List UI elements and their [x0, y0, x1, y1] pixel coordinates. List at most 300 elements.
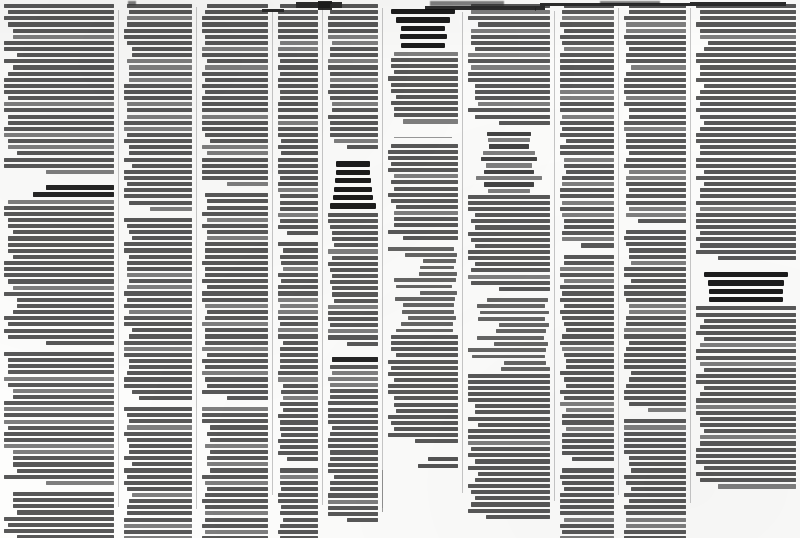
paragraph-line	[278, 439, 318, 443]
paragraph-line	[202, 475, 268, 479]
paragraph-line	[207, 487, 268, 491]
paragraph-line	[4, 212, 114, 216]
paragraph-line	[202, 347, 268, 351]
paragraph-line	[328, 35, 378, 39]
paragraph-line	[478, 423, 550, 427]
paragraph-line	[124, 347, 192, 351]
paragraph-line	[330, 84, 378, 88]
paragraph-line	[8, 139, 114, 143]
paragraph-line	[280, 524, 318, 528]
paragraph-line	[624, 530, 686, 534]
paragraph-line	[560, 475, 614, 479]
paragraph-line	[718, 256, 796, 260]
paragraph-line	[631, 487, 686, 491]
paragraph-line	[624, 493, 686, 497]
paragraph-line	[202, 407, 268, 411]
paragraph-line	[328, 438, 378, 442]
paragraph-line	[46, 170, 114, 174]
paragraph-line	[564, 164, 614, 168]
paragraph-line	[205, 193, 268, 197]
paragraph-line	[202, 108, 268, 112]
headline-line	[336, 161, 370, 166]
paragraph-line	[624, 236, 686, 240]
paragraph-line	[330, 487, 378, 491]
paragraph-line	[347, 518, 378, 522]
paragraph-line	[124, 127, 192, 131]
paragraph-line	[202, 145, 268, 149]
paragraph-line	[468, 509, 550, 513]
paragraph-line	[124, 481, 192, 485]
paragraph-line	[629, 170, 686, 174]
headline-line	[401, 43, 445, 48]
paragraph-line	[696, 356, 796, 360]
paragraph-line	[704, 386, 796, 390]
paragraph-line	[13, 310, 114, 314]
paragraph-line	[700, 362, 796, 366]
paragraph-line	[124, 322, 192, 326]
paragraph-line	[124, 170, 192, 174]
paragraph-line	[696, 59, 796, 63]
paragraph-line	[388, 360, 458, 364]
paragraph-line	[564, 304, 614, 308]
paragraph-line	[207, 285, 268, 289]
paragraph-line	[624, 444, 686, 448]
paragraph-line	[332, 256, 378, 260]
paragraph-line	[626, 481, 686, 485]
paragraph-line	[704, 170, 796, 174]
paragraph-line	[278, 121, 318, 125]
paragraph-line	[560, 102, 614, 106]
paragraph-line	[562, 182, 614, 186]
paragraph-line	[624, 102, 686, 106]
paragraph-line	[391, 421, 458, 425]
paragraph-line	[624, 450, 686, 454]
paragraph-line	[562, 439, 614, 443]
paragraph-line	[129, 230, 192, 234]
paragraph-line	[124, 384, 192, 388]
paragraph-line	[696, 22, 796, 26]
name-entry	[481, 157, 536, 161]
paragraph-line	[626, 524, 686, 528]
paragraph-line	[564, 396, 614, 400]
paragraph-line	[202, 359, 268, 363]
column-divider-6	[462, 12, 463, 493]
paragraph-line	[202, 121, 268, 125]
paragraph-line	[202, 16, 268, 20]
paragraph-line	[328, 493, 378, 497]
numeric-entry	[477, 336, 544, 340]
paragraph-line	[626, 22, 686, 26]
numeric-entry	[501, 367, 549, 371]
paragraph-line	[127, 16, 192, 20]
paragraph-line	[700, 29, 796, 33]
paragraph-line	[124, 456, 192, 460]
paragraph-line	[394, 187, 458, 191]
paragraph-block	[4, 352, 114, 492]
paragraph-block	[624, 4, 686, 230]
paragraph-line	[696, 53, 796, 57]
numeric-entry	[402, 310, 454, 314]
paragraph-line	[388, 433, 458, 437]
numeric-entry	[420, 291, 457, 295]
headline-line	[400, 34, 447, 39]
paragraph-line	[202, 413, 268, 417]
paragraph-gap	[328, 348, 378, 353]
paragraph-line	[132, 328, 192, 332]
paragraph-line	[330, 121, 378, 125]
paragraph-gap	[328, 151, 378, 156]
paragraph-line	[631, 279, 686, 283]
paragraph-line	[700, 478, 796, 482]
paragraph-line	[560, 493, 614, 497]
paragraph-line	[704, 368, 796, 372]
paragraph-line	[280, 365, 318, 369]
paragraph-line	[700, 16, 796, 20]
paragraph-line	[4, 420, 114, 424]
paragraph-line	[278, 29, 318, 33]
paragraph-line	[475, 459, 550, 463]
paragraph-line	[207, 59, 268, 63]
paragraph-line	[564, 219, 614, 223]
paragraph-line	[394, 217, 458, 221]
paragraph-line	[124, 96, 192, 100]
paragraph-line	[396, 95, 458, 99]
paragraph-line	[127, 505, 192, 509]
paragraph-line	[202, 29, 268, 33]
paragraph-line	[124, 316, 192, 320]
paragraph-line	[471, 41, 550, 45]
paragraph-line	[328, 262, 378, 266]
paragraph-line	[13, 389, 114, 393]
paragraph-line	[471, 65, 550, 69]
paragraph-line	[624, 359, 686, 363]
paragraph-line	[471, 281, 550, 285]
paragraph-line	[8, 523, 114, 527]
paragraph-line	[566, 328, 614, 332]
paragraph-line	[330, 72, 378, 76]
paragraph-line	[4, 352, 114, 356]
paragraph-line	[629, 462, 686, 466]
paragraph-line	[626, 41, 686, 45]
paragraph-line	[328, 249, 378, 253]
column-divider-tail	[382, 470, 383, 512]
paragraph-block	[278, 468, 318, 538]
paragraph-line	[4, 407, 114, 411]
paragraph-line	[478, 472, 550, 476]
paragraph-line	[8, 200, 114, 204]
paragraph-line	[13, 450, 114, 454]
paragraph-line	[205, 334, 268, 338]
paragraph-line	[696, 201, 796, 205]
paragraph-gap	[696, 491, 796, 496]
paragraph-line	[280, 90, 318, 94]
paragraph-line	[471, 10, 550, 14]
paragraph-block	[560, 4, 614, 255]
paragraph-line	[468, 398, 550, 402]
paragraph-line	[207, 199, 268, 203]
paragraph-line	[475, 47, 550, 51]
paragraph-line	[704, 121, 796, 125]
paragraph-line	[13, 230, 114, 234]
paragraph-line	[388, 156, 458, 160]
paragraph-line	[562, 237, 614, 241]
paragraph-line	[629, 115, 686, 119]
paragraph-line	[13, 462, 114, 466]
paragraph-line	[278, 242, 318, 246]
paragraph-line	[202, 84, 268, 88]
paragraph-line	[4, 444, 114, 448]
headline-line	[333, 195, 374, 200]
paragraph-line	[566, 408, 614, 412]
paragraph-line	[560, 90, 614, 94]
paragraph-line	[696, 78, 796, 82]
paragraph-line	[330, 10, 378, 14]
paragraph-line	[129, 419, 192, 423]
paragraph-line	[626, 230, 686, 234]
paragraph-line	[205, 328, 268, 332]
name-entry	[488, 138, 530, 142]
paragraph-line	[17, 304, 114, 308]
paragraph-line	[127, 475, 192, 479]
paragraph-line	[205, 341, 268, 345]
paragraph-line	[129, 365, 192, 369]
paragraph-line	[8, 10, 114, 14]
numeric-entry	[499, 323, 548, 327]
numeric-entry	[403, 303, 453, 307]
paragraph-line	[560, 121, 614, 125]
paragraph-line	[127, 4, 192, 8]
paragraph-line	[205, 511, 268, 515]
headline-line	[391, 9, 454, 14]
paragraph-line	[205, 365, 268, 369]
paragraph-line	[696, 331, 796, 335]
paragraph-line	[626, 316, 686, 320]
paragraph-line	[8, 364, 114, 368]
paragraph-line	[8, 72, 114, 76]
paragraph-line	[4, 377, 114, 381]
headline-line	[335, 178, 371, 183]
paragraph-line	[388, 384, 458, 388]
column-5	[328, 4, 378, 529]
paragraph-line	[330, 127, 378, 131]
numeric-entry	[480, 311, 549, 315]
paragraph-line	[281, 139, 318, 143]
paragraph-line	[124, 29, 192, 33]
paragraph-line	[468, 53, 550, 57]
paragraph-line	[207, 462, 268, 466]
paragraph-line	[624, 291, 686, 295]
paragraph-line	[626, 158, 686, 162]
name-list-block	[468, 132, 550, 193]
paragraph-line	[8, 243, 114, 247]
paragraph-line	[278, 47, 318, 51]
paragraph-line	[205, 377, 268, 381]
paragraph-line	[468, 232, 550, 236]
paragraph-line	[227, 182, 268, 186]
paragraph-line	[207, 456, 268, 460]
paragraph-line	[129, 444, 192, 448]
paragraph-line	[626, 347, 686, 351]
paragraph-line	[127, 438, 192, 442]
headline-line	[709, 297, 784, 302]
paragraph-line	[207, 151, 268, 155]
paragraph-line	[560, 53, 614, 57]
paragraph-line	[205, 248, 268, 252]
paragraph-line	[132, 53, 192, 57]
paragraph-line	[391, 144, 458, 148]
paragraph-line	[564, 279, 614, 283]
paragraph-line	[562, 451, 614, 455]
paragraph-line	[696, 398, 796, 402]
paragraph-line	[280, 481, 318, 485]
paragraph-line	[202, 102, 268, 106]
paragraph-line	[127, 413, 192, 417]
paragraph-line	[124, 84, 192, 88]
paragraph-line	[280, 468, 318, 472]
paragraph-line	[202, 298, 268, 302]
paragraph-line	[332, 292, 378, 296]
paragraph-line	[562, 127, 614, 131]
paragraph-line	[124, 218, 192, 222]
paragraph-line	[562, 10, 614, 14]
paragraph-line	[280, 72, 318, 76]
column-6	[388, 4, 458, 470]
paragraph-line	[624, 396, 686, 400]
name-entry	[488, 189, 530, 193]
column-9	[624, 4, 686, 538]
paragraph-line	[700, 65, 796, 69]
paragraph-line	[394, 211, 458, 215]
paragraph-line	[696, 460, 796, 464]
paragraph-line	[328, 115, 378, 119]
paragraph-line	[700, 72, 796, 76]
paragraph-line	[468, 275, 550, 279]
paragraph-line	[124, 188, 192, 192]
paragraph-line	[560, 402, 614, 406]
paragraph-line	[13, 286, 114, 290]
paragraph-line	[626, 518, 686, 522]
paragraph-line	[330, 383, 378, 387]
paragraph-line	[560, 22, 614, 26]
paragraph-line	[388, 150, 458, 154]
column-divider-1	[118, 10, 119, 507]
paragraph-line	[328, 213, 378, 217]
paragraph-line	[328, 329, 378, 333]
paragraph-line	[328, 444, 378, 448]
paragraph-line	[202, 419, 268, 423]
paragraph-line	[330, 323, 378, 327]
paragraph-line	[560, 298, 614, 302]
paragraph-line	[704, 429, 796, 433]
paragraph-line	[347, 145, 378, 149]
paragraph-line	[330, 53, 378, 57]
paragraph-line	[468, 392, 550, 396]
paragraph-line	[704, 47, 796, 51]
paragraph-line	[560, 108, 614, 112]
paragraph-line	[328, 16, 378, 20]
paragraph-line	[700, 35, 796, 39]
paragraph-line	[704, 319, 796, 323]
paragraph-line	[560, 194, 614, 198]
paragraph-line	[560, 151, 614, 155]
paragraph-line	[278, 371, 318, 375]
paragraph-line	[631, 65, 686, 69]
paragraph-line	[127, 133, 192, 137]
paragraph-line	[205, 481, 268, 485]
paragraph-line	[391, 101, 458, 105]
paragraph-block	[560, 255, 614, 469]
paragraph-line	[626, 213, 686, 217]
paragraph-line	[471, 447, 550, 451]
paragraph-line	[278, 213, 318, 217]
paragraph-line	[700, 423, 796, 427]
paragraph-line	[124, 468, 192, 472]
paragraph-line	[202, 176, 268, 180]
paragraph-line	[4, 529, 114, 533]
paragraph-line	[127, 285, 192, 289]
paragraph-line	[704, 84, 796, 88]
paragraph-line	[278, 10, 318, 14]
paragraph-line	[13, 35, 114, 39]
paragraph-line	[475, 496, 550, 500]
paragraph-line	[13, 492, 114, 496]
paragraph-line	[394, 427, 458, 431]
paragraph-line	[696, 349, 796, 353]
numeric-entry	[395, 297, 455, 301]
paragraph-line	[626, 133, 686, 137]
paragraph-line	[394, 396, 458, 400]
paragraph-line	[562, 347, 614, 351]
paragraph-line	[330, 133, 378, 137]
paragraph-line	[202, 371, 268, 375]
paragraph-line	[127, 487, 192, 491]
paragraph-block	[278, 4, 318, 242]
paragraph-line	[700, 231, 796, 235]
paragraph-line	[562, 445, 614, 449]
paragraph-line	[124, 524, 192, 528]
paragraph-line	[205, 444, 268, 448]
paragraph-line	[629, 151, 686, 155]
paragraph-line	[624, 121, 686, 125]
paragraph-line	[696, 306, 796, 310]
paragraph-line	[280, 255, 318, 259]
paragraph-line	[129, 450, 192, 454]
paragraph-line	[202, 170, 268, 174]
paragraph-line	[696, 250, 796, 254]
numeric-entry	[419, 272, 457, 276]
paragraph-line	[202, 261, 268, 265]
paragraph-line	[202, 158, 268, 162]
paragraph-line	[281, 433, 318, 437]
paragraph-line	[283, 248, 318, 252]
paragraph-line	[471, 29, 550, 33]
paragraph-line	[478, 102, 550, 106]
paragraph-line	[396, 205, 458, 209]
paragraph-line	[560, 505, 614, 509]
column-10	[696, 4, 796, 496]
paragraph-line	[696, 176, 796, 180]
paragraph-line	[4, 41, 114, 45]
paragraph-line	[626, 242, 686, 246]
paragraph-block	[468, 374, 550, 526]
column-divider-8	[618, 8, 619, 495]
paragraph-block	[388, 335, 458, 451]
paragraph-line	[626, 298, 686, 302]
paragraph-line	[8, 370, 114, 374]
paragraph-line	[696, 411, 796, 415]
paragraph-line	[696, 237, 796, 241]
paragraph-line	[560, 511, 614, 515]
